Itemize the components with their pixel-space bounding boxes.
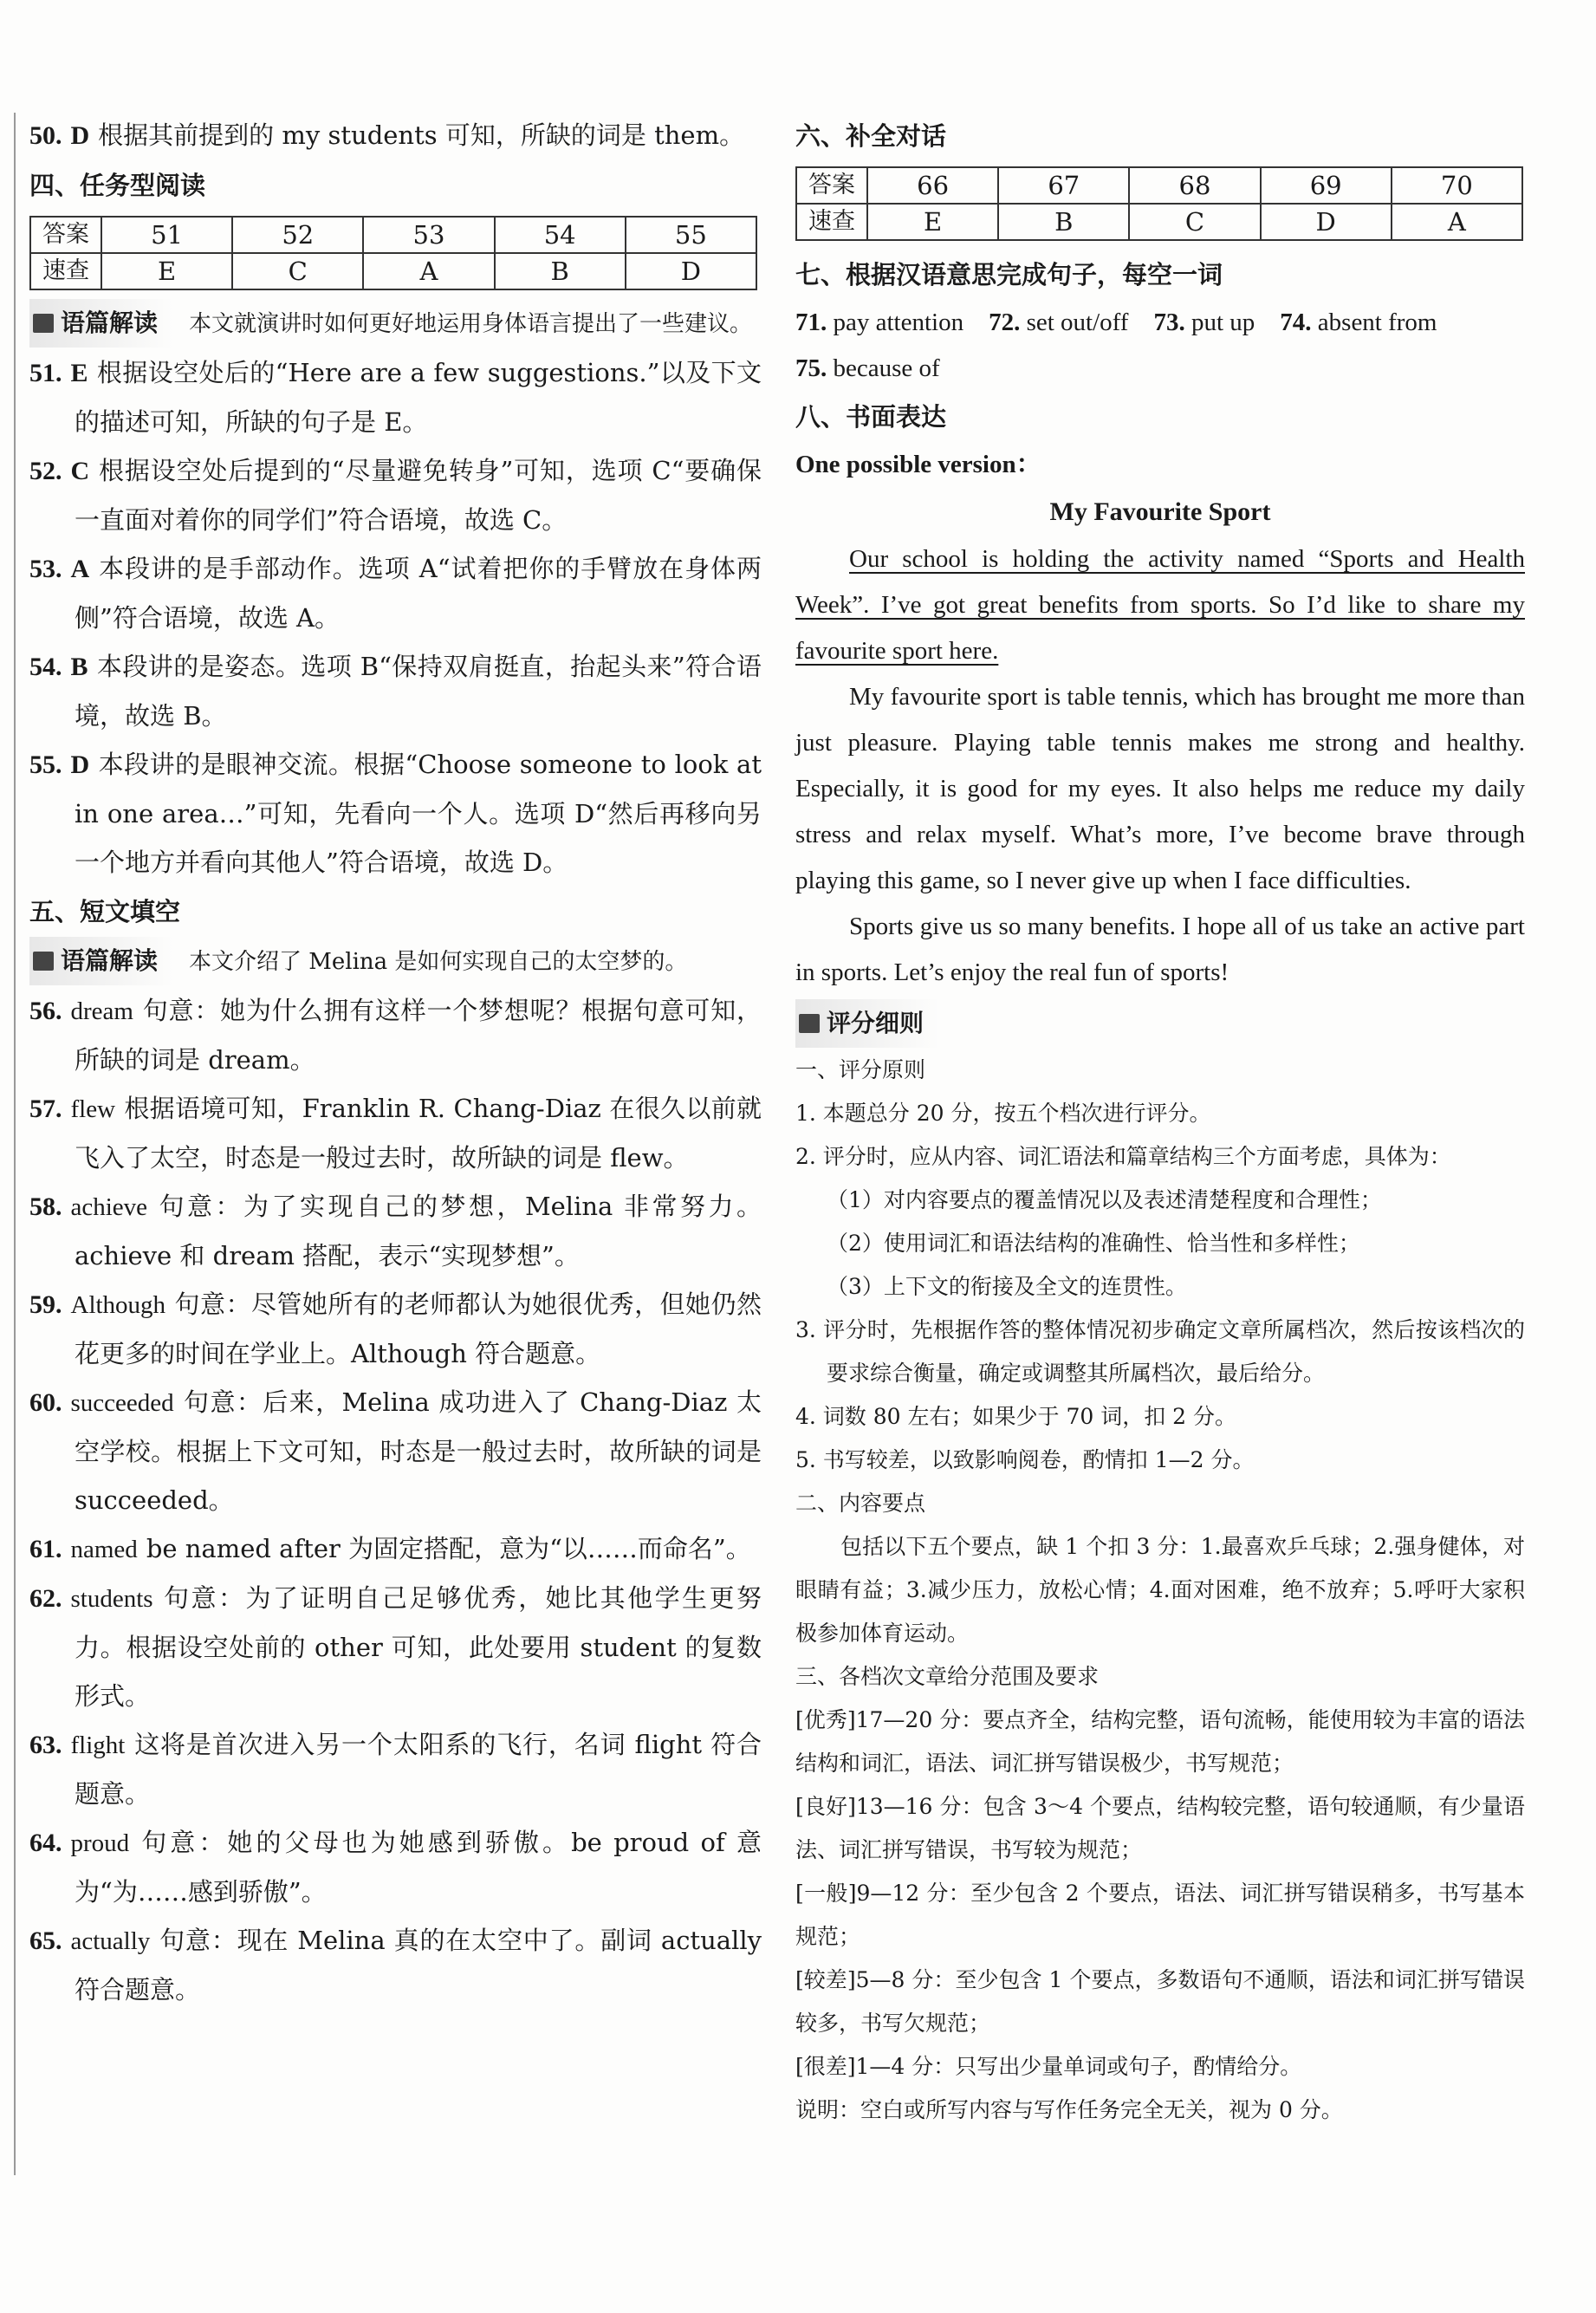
- table-cell: 55: [626, 217, 756, 253]
- section-7-title: 七、根据汉语意思完成句子，每空一词: [795, 260, 1223, 289]
- answer-item: 64. proud 句意：她的父母也为她感到骄傲。be proud of 意为“为……感到骄傲”。: [29, 1828, 762, 1907]
- essay-paragraph-3: Sports give us so many benefits. I hope all of us take an active part in sports. Let’s enjoy the real fun of sports!: [795, 913, 1525, 986]
- rubric-level: [优秀]17—20 分：要点齐全，结构完整，语句流畅，能使用较为丰富的语法结构和词汇，语法、词汇拼写错误极少，书写规范；: [795, 1707, 1525, 1776]
- table-label: 答案: [796, 167, 867, 204]
- table-cell: E: [867, 204, 998, 240]
- essay-paragraph-2: My favourite sport is table tennis, which has brought me more than just pleasure. Playing table tennis makes me strong and healthy. Especially, it is good for my eyes. It also helps me reduce my daily stress and relax myself. What’s more, I’ve become brave through playing this game, so I never give up when I face difficulties.: [795, 683, 1525, 894]
- rubric-line: 2. 评分时，应从内容、词汇语法和篇章结构三个方面考虑，具体为：: [795, 1144, 1451, 1169]
- table-label: 速查: [796, 204, 867, 240]
- answer-item: 52. C 根据设空处后提到的“尽量避免转身”可知，选项 C“要确保一直面对着你的同学们”符合语境，故选 C。: [29, 456, 762, 535]
- rubric-line: 3. 评分时，先根据作答的整体情况初步确定文章所属档次，然后按该档次的要求综合衡量，确定或调整其所属档次，最后给分。: [795, 1317, 1525, 1386]
- table-cell: D: [626, 253, 756, 289]
- answer-50: 50. D 根据其前提到的 my students 可知，所缺的词是 them。: [29, 120, 745, 150]
- rubric-line: 5. 书写较差，以致影响阅卷，酌情扣 1—2 分。: [795, 1447, 1255, 1472]
- table-cell: B: [495, 253, 626, 289]
- table-cell: 51: [101, 217, 232, 253]
- table-cell: 53: [363, 217, 494, 253]
- answer-item: 55. D 本段讲的是眼神交流。根据“Choose someone to look at in one area…”可知，先看向一个人。选项 D“然后再移向另一个地方并看向其他人”符合语境，故选 D。: [29, 750, 762, 877]
- answer-item: 53. A 本段讲的是手部动作。选项 A“试着把你的手臂放在身体两侧”符合语境，故选 A。: [29, 554, 762, 633]
- answer-table-51-55: [29, 216, 757, 290]
- rubric-level: [很差]1—4 分：只写出少量单词或句子，酌情给分。: [795, 2054, 1302, 2079]
- book-icon: [33, 314, 54, 333]
- answer-item: 56. dream 句意：她为什么拥有这样一个梦想呢？根据句意可知，所缺的词是 dream。: [29, 996, 762, 1075]
- rubric-h3: 三、各档次文章给分范围及要求: [795, 1664, 1100, 1689]
- table-cell: C: [1129, 204, 1260, 240]
- answer-item: 59. Although 句意：尽管她所有的老师都认为她很优秀，但她仍然花更多的时间在学业上。Although 符合题意。: [29, 1290, 762, 1368]
- table-cell: 54: [495, 217, 626, 253]
- rubric-line: （1）对内容要点的覆盖情况以及表述清楚程度和合理性；: [827, 1187, 1382, 1212]
- book-icon: [33, 952, 54, 971]
- passage-interpretation-4: 语篇解读 本文就演讲时如何更好地运用身体语言提出了一些建议。: [29, 299, 762, 348]
- answer-item: 54. B 本段讲的是姿态。选项 B“保持双肩挺直，抬起头来”符合语境，故选 B。: [29, 652, 762, 731]
- table-cell: 68: [1129, 167, 1260, 204]
- rubric-line: （2）使用词汇和语法结构的准确性、恰当性和多样性；: [827, 1231, 1360, 1256]
- answer-item: 62. students 句意：为了证明自己足够优秀，她比其他学生更努力。根据设空处前的 other 可知，此处要用 student 的复数形式。: [29, 1583, 762, 1711]
- left-column: [29, 111, 762, 2014]
- rubric-note: 说明：空白或所写内容与写作任务完全无关，视为 0 分。: [795, 2097, 1343, 2122]
- section-8-title: 八、书面表达: [795, 402, 947, 432]
- sentence-answers: 71. pay attention 72. set out/off 73. put up 74. absent from 75. because of: [795, 309, 1437, 382]
- version-label: One possible version：: [795, 451, 1041, 478]
- rubric-h2: 二、内容要点: [795, 1491, 926, 1516]
- table-cell: 66: [867, 167, 998, 204]
- rubric-line: （3）上下文的衔接及全文的连贯性。: [827, 1274, 1187, 1299]
- rubric-line: 1. 本题总分 20 分，按五个档次进行评分。: [795, 1101, 1211, 1126]
- rubric-level: [良好]13—16 分：包含 3～4 个要点，结构较完整，语句较通顺，有少量语法、词汇拼写错误，书写较为规范；: [795, 1794, 1525, 1862]
- table-cell: B: [998, 204, 1129, 240]
- answer-item: 57. flew 根据语境可知，Franklin R. Chang-Diaz 在很久以前就飞入了太空，时态是一般过去时，故所缺的词是 flew。: [29, 1094, 762, 1173]
- answer-item: 60. succeeded 句意：后来，Melina 成功进入了 Chang-Diaz 太空学校。根据上下文可知，时态是一般过去时，故所缺的词是 succeeded。: [29, 1387, 762, 1515]
- table-cell: C: [232, 253, 363, 289]
- book-icon: [799, 1014, 820, 1033]
- table-cell: E: [101, 253, 232, 289]
- table-cell: 70: [1392, 167, 1522, 204]
- answer-item: 65. actually 句意：现在 Melina 真的在太空中了。副词 actually 符合题意。: [29, 1926, 762, 2004]
- rubric-points: 包括以下五个要点，缺 1 个扣 3 分：1.最喜欢乒乓球；2.强身健体，对眼睛有益；3.减少压力，放松心情；4.面对困难，绝不放弃；5.呼吁大家积极参加体育运动。: [795, 1534, 1525, 1646]
- section-6-title: 六、补全对话: [795, 121, 947, 151]
- table-cell: 52: [232, 217, 363, 253]
- left-margin-line: [14, 113, 16, 2175]
- table-cell: D: [1261, 204, 1392, 240]
- rubric-level: [较差]5—8 分：至少包含 1 个要点，多数语句不通顺，语法和词汇拼写错误较多，书写欠规范；: [795, 1967, 1525, 2036]
- answer-table-66-70: [795, 166, 1523, 241]
- rubric-h1: 一、评分原则: [795, 1057, 926, 1082]
- rubric-line: 4. 词数 80 左右；如果少于 70 词，扣 2 分。: [795, 1404, 1237, 1429]
- section-4-title: 四、任务型阅读: [29, 171, 206, 200]
- right-column: [795, 111, 1525, 2132]
- answer-item: 51. E 根据设空处后的“Here are a few suggestions.”以及下文的描述可知，所缺的句子是 E。: [29, 358, 762, 437]
- table-cell: 69: [1261, 167, 1392, 204]
- table-cell: A: [363, 253, 494, 289]
- table-cell: A: [1392, 204, 1522, 240]
- table-label: 速查: [30, 253, 101, 289]
- answer-item: 61. named be named after 为固定搭配，意为“以……而命名”。: [29, 1534, 751, 1563]
- section-5-title: 五、短文填空: [29, 897, 181, 926]
- rubric-level: [一般]9—12 分：至少包含 2 个要点，语法、词汇拼写错误稍多，书写基本规范；: [795, 1881, 1525, 1949]
- answer-item: 58. achieve 句意：为了实现自己的梦想，Melina 非常努力。achieve 和 dream 搭配，表示“实现梦想”。: [29, 1192, 762, 1270]
- table-cell: 67: [998, 167, 1129, 204]
- answer-item: 63. flight 这将是首次进入另一个太阳系的飞行，名词 flight 符合题意。: [29, 1730, 762, 1809]
- table-label: 答案: [30, 217, 101, 253]
- rubric-header: 评分细则: [795, 999, 1525, 1049]
- essay-title: My Favourite Sport: [1049, 497, 1271, 526]
- passage-interpretation-5: 语篇解读 本文介绍了 Melina 是如何实现自己的太空梦的。: [29, 937, 762, 986]
- essay-paragraph-1: Our school is holding the activity named “Sports and Health Week”. I’ve got great benefits from sports. So I’d like to share my favourite sport here.: [795, 545, 1525, 665]
